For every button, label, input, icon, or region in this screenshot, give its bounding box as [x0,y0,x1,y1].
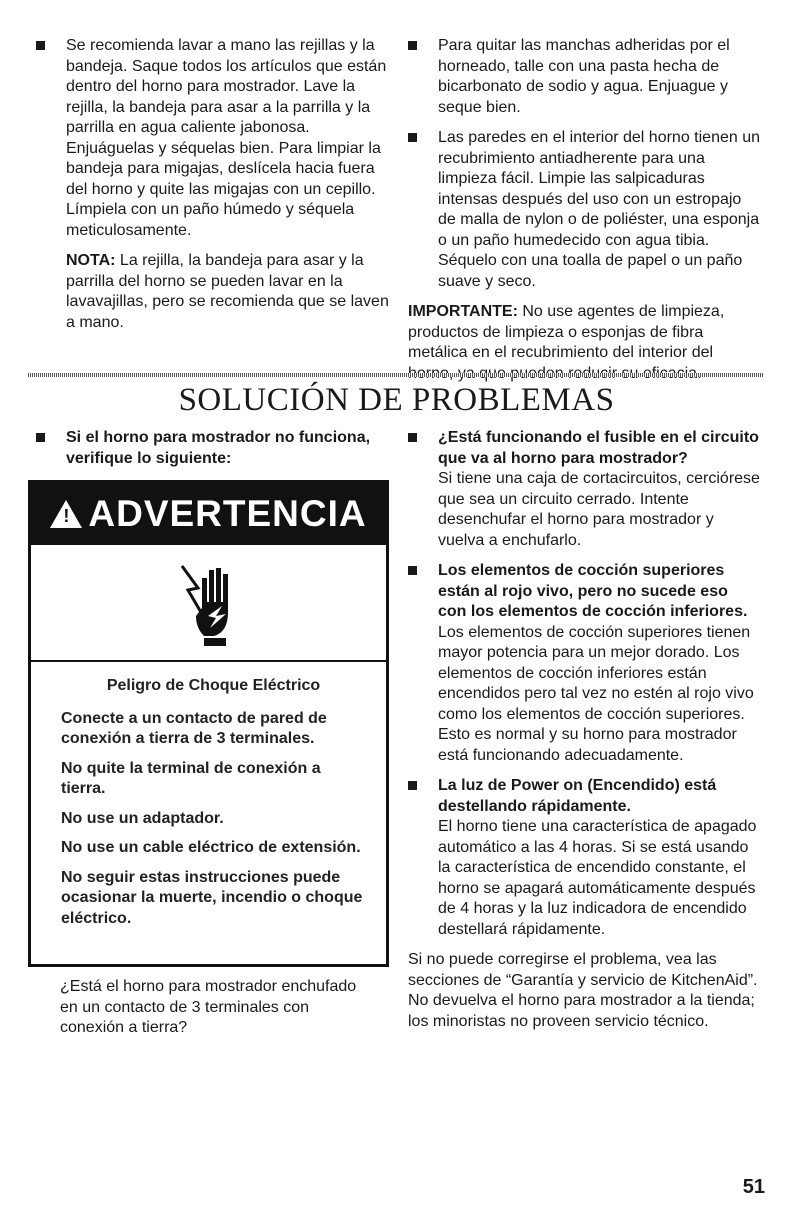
bullet-icon [408,433,417,442]
bullet-icon [36,41,45,50]
bullet-icon [36,433,45,442]
warning-image [31,545,386,662]
item-heading: La luz de Power on (Encendido) está destellando rápidamente. [438,777,717,815]
top-left-column [36,36,392,333]
item-body: Los elementos de cocción superiores tienen mayor potencia para un mejor dorado. Los elementos de cocción inferiores están encendidos pero tal vez no estén al rojo vivo como los elementos de cocción superiores. Esto es normal y su horno para mostrador está funcionando adecuadamente. [438,623,754,764]
warning-line: No use un adaptador. [61,809,224,827]
hazard-title: Peligro de Choque Eléctrico [106,677,321,694]
list-item [408,561,760,766]
warning-line: Conecte a un contacto de pared de conexión a tierra de 3 terminales. [61,709,327,747]
electric-shock-hand-icon [174,558,244,648]
note-paragraph [36,251,392,333]
top-right-column [408,36,760,384]
left-heading [36,428,386,479]
bullet-icon [408,566,417,575]
note-text: La rejilla, la bandeja para asar y la parrilla del horno se pueden lavar en la lavavajillas, pero se recomienda que se laven a mano. [66,252,389,331]
bullet-icon [408,781,417,790]
list-item [408,428,760,551]
list-item: Se recomienda lavar a mano las rejillas y la bandeja. Saque todos los artículos que están dentro del horno para mostrador. Lave la rejilla, la bandeja para asar a la parrilla y la parrilla en agua caliente jabonosa. Enjuáguelas y séquelas bien. Para limpiar la bandeja para migajas, deslícela hacia fuera del horno y quite las migajas con un cepillo. Límpiela con un paño húmedo y séquela meticulosamente. [36,36,392,241]
note-label: NOTA: [66,252,116,269]
warning-triangle-icon: ! [50,500,82,528]
item-body: Si tiene una caja de cortacircuitos, cerciórese que sea un circuito cerrado. Intente desenchufar el horno para mostrador y vuelva a enchufarlo. [438,470,760,549]
item-heading: ¿Está funcionando el fusible en el circuito que va al horno para mostrador? [438,429,759,467]
list-item: Si el horno para mostrador no funciona, verifique lo siguiente: [36,428,386,469]
section-title: SOLUCIÓN DE PROBLEMAS [178,382,615,418]
warning-line: No use un cable eléctrico de extensión. [61,839,361,856]
bullet-icon [408,133,417,142]
list-item [408,776,760,940]
warning-line: No seguir estas instrucciones puede ocasionar la muerte, incendio o choque eléctrico. [61,868,363,927]
closing-paragraph: Si no puede corregirse el problema, vea las secciones de “Garantía y servicio de KitchenAid”. No devuelva el horno para mostrador a la tienda; los minoristas no proveen servicio técnico. [408,951,758,1030]
bullet-icon [408,41,417,50]
item-heading: Los elementos de cocción superiores están al rojo vivo, pero no sucede eso con los elementos de cocción inferiores. [438,562,748,620]
divider [28,373,764,377]
warning-line: No quite la terminal de conexión a tierra. [61,759,321,797]
warning-box [28,480,389,967]
important-paragraph [408,302,760,384]
question-paragraph: ¿Está el horno para mostrador enchufado en un contacto de 3 terminales con conexión a tierra? [60,978,357,1036]
important-label: IMPORTANTE: [408,303,518,320]
page-number: 51 [742,1176,765,1198]
warning-title: ADVERTENCIA [88,493,367,534]
list-item: Las paredes en el interior del horno tienen un recubrimiento antiadherente para una limpieza fácil. Limpie las salpicaduras intensas después del uso con un estropajo de malla de nylon o de poliéster, una esponja o un paño humedecido con agua tibia. Séquelo con una toalla de papel o un paño suave y seco. [408,128,760,292]
warning-header [31,483,386,545]
right-column [408,428,760,1032]
list-item: Para quitar las manchas adheridas por el horneado, talle con una pasta hecha de bicarbonato de sodio y agua. Enjuague y seque bien. [408,36,760,118]
warning-body [31,662,386,929]
item-body: El horno tiene una característica de apagado automático a las 4 horas. Si se está usando la característica de encendido constante, el horno se apagará automáticamente después de 4 horas y la luz indicadora de encendido destellará rápidamente. [438,818,757,938]
important-text: No use agentes de limpieza, productos de limpieza o esponjas de fibra metálica en el recubrimiento del interior del [408,303,725,361]
